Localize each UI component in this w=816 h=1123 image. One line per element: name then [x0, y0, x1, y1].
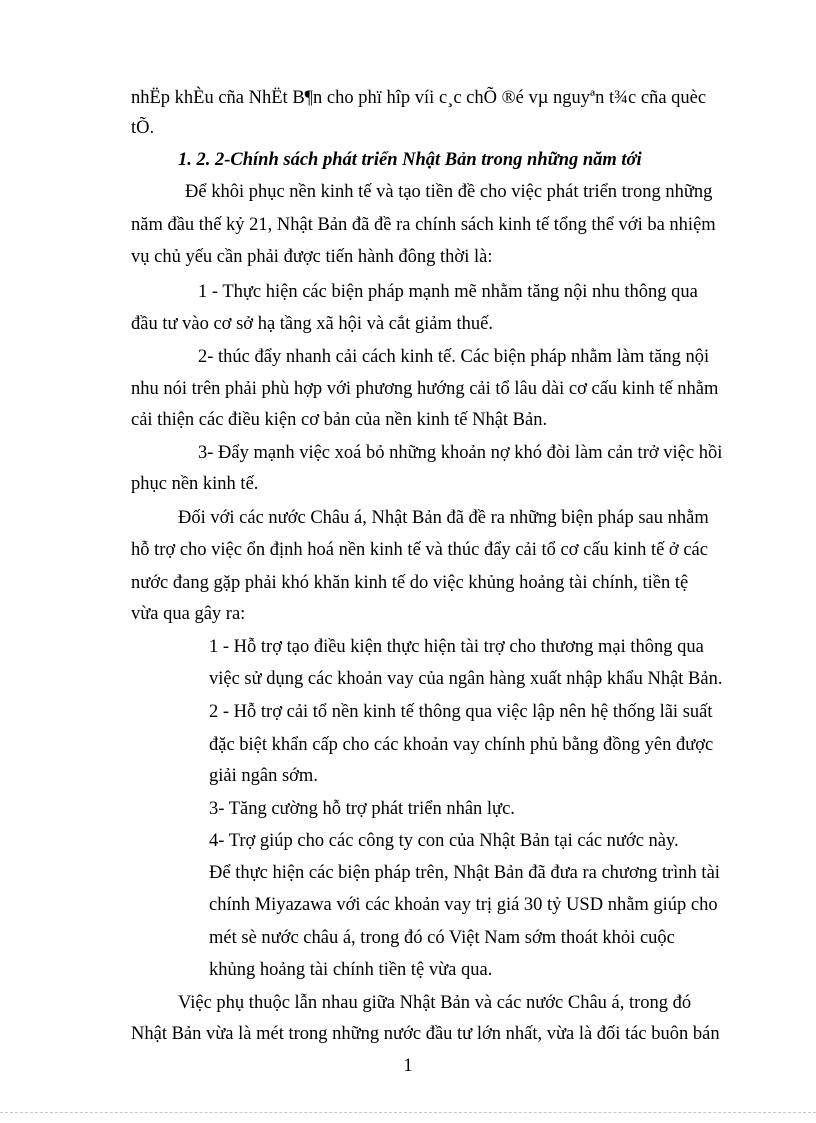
- text-line: 4- Trợ giúp cho các công ty con của Nhật Bản tại các nước này.: [209, 831, 679, 851]
- text-line: vụ chủ yếu cần phải được tiến hành đông thời là:: [131, 247, 493, 267]
- text-line: đặc biệt khẩn cấp cho các khoản vay chính phủ bằng đồng yên được: [209, 735, 714, 755]
- text-line: nhu nói trên phải phù hợp với phương hướng cải tổ lâu dài cơ cấu kinh tế nhằm: [131, 379, 719, 399]
- text-line: năm đầu thế kỷ 21, Nhật Bản đã đề ra chính sách kinh tế tổng thể với ba nhiệm: [131, 215, 716, 235]
- text-line: Để thực hiện các biện pháp trên, Nhật Bản đã đưa ra chương trình tài: [209, 863, 720, 883]
- text-line: giải ngân sớm.: [209, 766, 318, 786]
- section-heading: 1. 2. 2-Chính sách phát triển Nhật Bản trong những năm tới: [178, 150, 642, 170]
- page-number: 1: [403, 1056, 413, 1076]
- text-line: Đối với các nước Châu á, Nhật Bản đã đề ra những biện pháp sau nhằm: [178, 508, 709, 528]
- text-line: 3- Đẩy mạnh việc xoá bỏ những khoản nợ khó đòi làm cản trở việc hồi: [198, 443, 723, 463]
- text-line: cải thiện các điều kiện cơ bản của nền kinh tế Nhật Bản.: [131, 410, 548, 430]
- text-line: 1 - Thực hiện các biện pháp mạnh mẽ nhằm tăng nội nhu thông qua: [198, 282, 698, 302]
- text-line: 3- Tăng cường hỗ trợ phát triển nhân lực.: [209, 799, 515, 819]
- text-line: phục nền kinh tế.: [131, 474, 259, 494]
- text-line: vừa qua gây ra:: [131, 604, 246, 624]
- text-line: Để khôi phục nền kinh tế và tạo tiền đề cho việc phát triển trong những: [185, 182, 713, 202]
- text-line: chính Miyazawa với các khoản vay trị giá 30 tỷ USD nhằm giúp cho: [209, 895, 718, 915]
- text-line: Nhật Bản vừa là mét trong những nước đầu tư lớn nhất, vừa là đối tác buôn bán: [131, 1024, 720, 1044]
- text-line: khủng hoảng tài chính tiền tệ vừa qua.: [209, 960, 493, 980]
- text-line: đầu tư vào cơ sở hạ tầng xã hội và cắt giảm thuế.: [131, 314, 493, 334]
- text-line: tÕ.: [131, 118, 155, 138]
- text-line: việc sử dụng các khoản vay của ngân hàng xuất nhập khẩu Nhật Bản.: [209, 669, 723, 689]
- text-line: 2 - Hỗ trợ cải tổ nền kinh tế thông qua việc lập nên hệ thống lãi suất: [209, 702, 713, 722]
- text-line: 1 - Hỗ trợ tạo điều kiện thực hiện tài trợ cho thương mại thông qua: [209, 637, 704, 657]
- text-line: Việc phụ thuộc lẫn nhau giữa Nhật Bản và các nước Châu á, trong đó: [178, 993, 692, 1013]
- text-line: hỗ trợ cho việc ổn định hoá nền kinh tế và thúc đẩy cải tổ cơ cấu kinh tế ở các: [131, 540, 708, 560]
- text-line: nhËp khÈu cña NhËt B¶n cho phï hîp víi c¸c chÕ ®é vµ nguyªn t¾c cña quèc: [131, 88, 707, 108]
- text-line: mét sè nước châu á, trong đó có Việt Nam sớm thoát khỏi cuộc: [209, 928, 675, 948]
- page-divider: [0, 1112, 816, 1113]
- text-line: nước đang gặp phải khó khăn kinh tế do việc khủng hoảng tài chính, tiền tệ: [131, 573, 689, 593]
- text-line: 2- thúc đẩy nhanh cải cách kinh tế. Các biện pháp nhằm làm tăng nội: [198, 347, 710, 367]
